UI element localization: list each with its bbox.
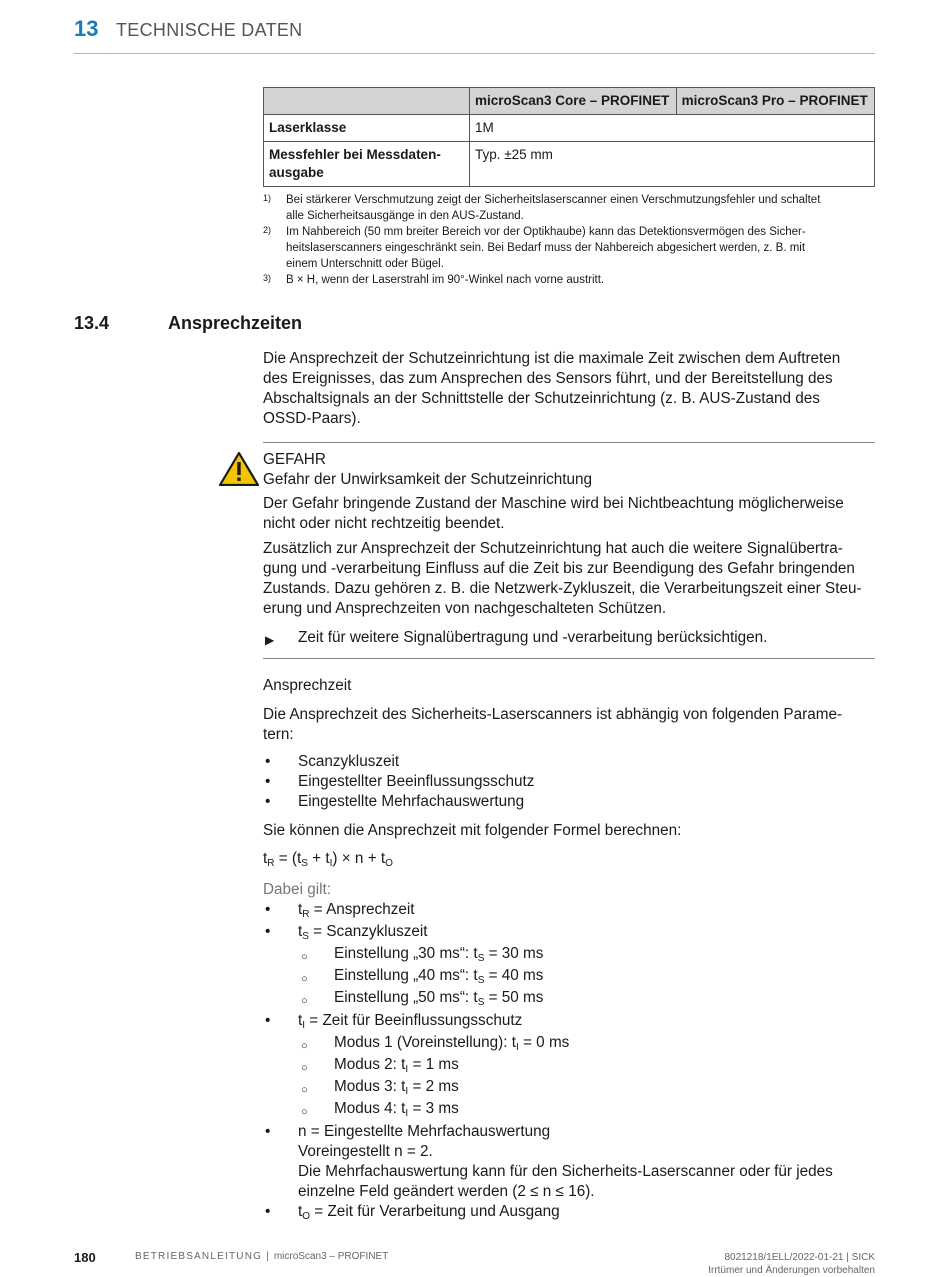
circle-bullet-icon: ○ <box>301 1062 308 1074</box>
header-divider <box>74 53 875 54</box>
bullet-icon: • <box>265 1012 271 1029</box>
text-line: Abschaltsignals an der Schnittstelle der Schutzeinrichtung (z. B. AUS-Zustand des <box>263 390 820 407</box>
text-line: gung und -verarbeitung Einfluss auf die Zeit bis zur Beendigung des Gefahr bringenden <box>263 560 855 577</box>
doc-product: microScan3 – PROFINET <box>273 1251 389 1262</box>
warning-subtitle: Gefahr der Unwirksamkeit der Schutzeinrichtung <box>263 471 593 488</box>
list-item-text <box>298 1202 875 1222</box>
table-row-label: Laserklasse <box>264 115 470 142</box>
warning-paragraph <box>263 494 875 534</box>
text-line: Die Mehrfachauswertung kann für den Sicherheits-Laserscanner oder für jedes <box>298 1163 833 1180</box>
var: t <box>298 1012 303 1029</box>
opt-b: = 0 ms <box>518 1034 570 1051</box>
opt-b: = 30 ms <box>484 945 544 962</box>
text-line: tern: <box>263 726 294 743</box>
opt-a: Einstellung „50 ms“: t <box>334 989 478 1006</box>
subsection-heading: Ansprechzeit <box>263 677 352 694</box>
list-item-text: Eingestellter Beeinflussungsschutz <box>298 773 535 790</box>
formula-part: = (t <box>274 850 302 867</box>
formula-part: + t <box>307 850 330 867</box>
var-sub: O <box>302 1211 311 1222</box>
text-line: OSSD-Paars). <box>263 410 361 427</box>
section-number: 13.4 <box>74 313 110 333</box>
table-row-label <box>264 142 470 187</box>
def: = Scanzykluszeit <box>308 923 428 940</box>
opt-b: = 2 ms <box>408 1078 459 1095</box>
footnote <box>263 224 875 272</box>
footnote-line: Im Nahbereich (50 mm breiter Bereich vor der Optikhaube) kann das Detektionsvermögen des Sicher- <box>286 226 806 238</box>
opt-a: Modus 2: t <box>334 1056 406 1073</box>
circle-bullet-icon: ○ <box>301 951 308 963</box>
opt-a: Einstellung „30 ms“: t <box>334 945 478 962</box>
circle-bullet-icon: ○ <box>301 1106 308 1118</box>
text-line: Zustands. Dazu gehören z. B. die Netzwerk-Zykluszeit, die Verarbeitungszeit einer Steu- <box>263 580 862 597</box>
table-row <box>264 115 875 142</box>
chapter-title: TECHNISCHE DATEN <box>116 20 303 40</box>
list-item-text: Scanzykluszeit <box>298 753 400 770</box>
warning-paragraph <box>263 539 875 619</box>
table-header-cell: microScan3 Core – PROFINET <box>470 88 677 115</box>
var-sub: I <box>302 1020 306 1031</box>
section-title: Ansprechzeiten <box>168 313 303 333</box>
formula-part: ) × n + t <box>332 850 386 867</box>
list-item-text <box>298 922 875 942</box>
opt-b: = 40 ms <box>484 967 544 984</box>
table-cell: 1M <box>470 115 875 142</box>
var-sub: S <box>302 931 309 942</box>
text-line: des Ereignisses, das zum Ansprechen des Sensors führt, und der Bereitstellung des <box>263 370 833 387</box>
footnote-line: Bei stärkerer Verschmutzung zeigt der Sicherheitslaserscanner einen Verschmutzungsfehler und schaltet <box>286 194 821 206</box>
bullet-icon: • <box>265 1203 271 1220</box>
warning-bottom-rule <box>263 658 875 659</box>
doc-type: BETRIEBSANLEITUNG | <box>135 1251 274 1262</box>
footnote <box>263 272 875 288</box>
text-line: Der Gefahr bringende Zustand der Maschine wird bei Nichtbeachtung möglicherweise <box>263 495 844 512</box>
opt-a: Modus 4: t <box>334 1100 406 1117</box>
bullet-icon: • <box>265 773 271 790</box>
chapter-number: 13 <box>74 16 99 41</box>
footnote-line: einem Unterschnitt oder Bügel. <box>286 258 444 270</box>
text-line: Zusätzlich zur Ansprechzeit der Schutzeinrichtung hat auch die weitere Signalübertra- <box>263 540 843 557</box>
list-item-text <box>334 944 911 964</box>
def: = Zeit für Beeinflussungsschutz <box>305 1012 523 1029</box>
circle-bullet-icon: ○ <box>301 1084 308 1096</box>
list-item-text: Eingestellte Mehrfachauswertung <box>298 793 525 810</box>
def: = Zeit für Verarbeitung und Ausgang <box>310 1203 560 1220</box>
table-header-cell <box>264 88 470 115</box>
circle-bullet-icon: ○ <box>301 995 308 1007</box>
formula-sub: R <box>267 858 275 869</box>
document-title <box>135 1251 388 1262</box>
circle-bullet-icon: ○ <box>301 1040 308 1052</box>
opt-b: = 3 ms <box>408 1100 459 1117</box>
var-sub: S <box>477 953 485 964</box>
formula-sub: O <box>385 858 393 869</box>
opt-a: Modus 3: t <box>334 1078 406 1095</box>
var-sub: I <box>405 1108 409 1119</box>
footnote-line: B × H, wenn der Laserstrahl im 90°-Winkel nach vorne austritt. <box>286 274 605 286</box>
spec-table <box>263 87 875 187</box>
footnote-line: alle Sicherheitsausgänge in den AUS-Zustand. <box>286 210 524 222</box>
disclaimer: Irrtümer und Änderungen vorbehalten <box>708 1265 875 1276</box>
var-sub: S <box>477 997 485 1008</box>
section-intro <box>263 349 875 429</box>
formula <box>263 849 875 869</box>
var-sub: S <box>477 975 485 986</box>
var-sub: I <box>405 1086 409 1097</box>
formula-part: t <box>263 850 268 867</box>
var-sub: I <box>515 1042 519 1053</box>
text-line: Voreingestellt n = 2. <box>298 1143 433 1160</box>
document-reference: 8021218/1ELL/2022-01-21 | SICK <box>724 1252 875 1263</box>
opt-a: Einstellung „40 ms“: t <box>334 967 478 984</box>
bullet-icon: • <box>265 923 271 940</box>
opt-a: Modus 1 (Voreinstellung): t <box>334 1034 516 1051</box>
text-line: n = Eingestellte Mehrfachauswertung <box>298 1123 551 1140</box>
text-line: erung und Ansprechzeiten von nachgeschalteten Schützen. <box>263 600 667 617</box>
list-item-text <box>334 988 911 1008</box>
def: = Ansprechzeit <box>309 901 415 918</box>
label-line: ausgabe <box>269 165 324 180</box>
var: t <box>298 901 303 918</box>
action-text: Zeit für weitere Signalübertragung und -verarbeitung berücksichtigen. <box>298 629 768 646</box>
var: t <box>298 1203 303 1220</box>
warning-title: GEFAHR <box>263 451 326 468</box>
formula-sub: S <box>301 858 308 869</box>
list-item-text <box>334 1033 911 1053</box>
list-item-text <box>298 1011 875 1031</box>
text-line: einzelne Feld geändert werden (2 ≤ n ≤ 16). <box>298 1183 595 1200</box>
footnote-mark: 2) <box>263 225 272 235</box>
var-sub: R <box>302 909 310 920</box>
var: t <box>298 923 303 940</box>
list-item-text <box>298 900 875 920</box>
footnote-mark: 1) <box>263 193 272 203</box>
list-item-text <box>334 966 911 986</box>
bullet-icon: • <box>265 1123 271 1140</box>
response-intro <box>263 705 875 745</box>
list-item-text <box>334 1099 911 1119</box>
table-header-row <box>264 88 875 115</box>
bullet-icon: • <box>265 753 271 770</box>
opt-b: = 50 ms <box>484 989 544 1006</box>
list-item-text <box>298 1122 875 1202</box>
table-cell: Typ. ±25 mm <box>470 142 875 187</box>
footer-right <box>708 1251 875 1277</box>
footnote <box>263 192 875 224</box>
text-line: nicht oder nicht rechtzeitig beendet. <box>263 515 505 532</box>
action-arrow-icon: ▶ <box>265 633 275 647</box>
footnote-mark: 3) <box>263 273 272 283</box>
formula-intro: Sie können die Ansprechzeit mit folgender Formel berechnen: <box>263 822 682 839</box>
opt-b: = 1 ms <box>408 1056 459 1073</box>
formula-sub: I <box>329 858 333 869</box>
table-row <box>264 142 875 187</box>
label-line: Messfehler bei Messdaten- <box>269 147 441 162</box>
table-header-cell: microScan3 Pro – PROFINET <box>676 88 874 115</box>
footnote-line: heitslaserscanners eingeschränkt sein. Bei Bedarf muss der Nahbereich abgesichert werden, z. B. mit <box>286 242 806 254</box>
bullet-icon: • <box>265 901 271 918</box>
list-item-text <box>334 1055 911 1075</box>
var-sub: I <box>405 1064 409 1075</box>
circle-bullet-icon: ○ <box>301 973 308 985</box>
where-label: Dabei gilt: <box>263 881 332 898</box>
list-item-text <box>334 1077 911 1097</box>
page-number: 180 <box>74 1250 96 1265</box>
warning-triangle-icon <box>219 452 259 486</box>
bullet-icon: • <box>265 793 271 810</box>
warning-top-rule <box>263 442 875 443</box>
text-line: Die Ansprechzeit der Schutzeinrichtung ist die maximale Zeit zwischen dem Auftreten <box>263 350 841 367</box>
text-line: Die Ansprechzeit des Sicherheits-Laserscanners ist abhängig von folgenden Parame- <box>263 706 843 723</box>
